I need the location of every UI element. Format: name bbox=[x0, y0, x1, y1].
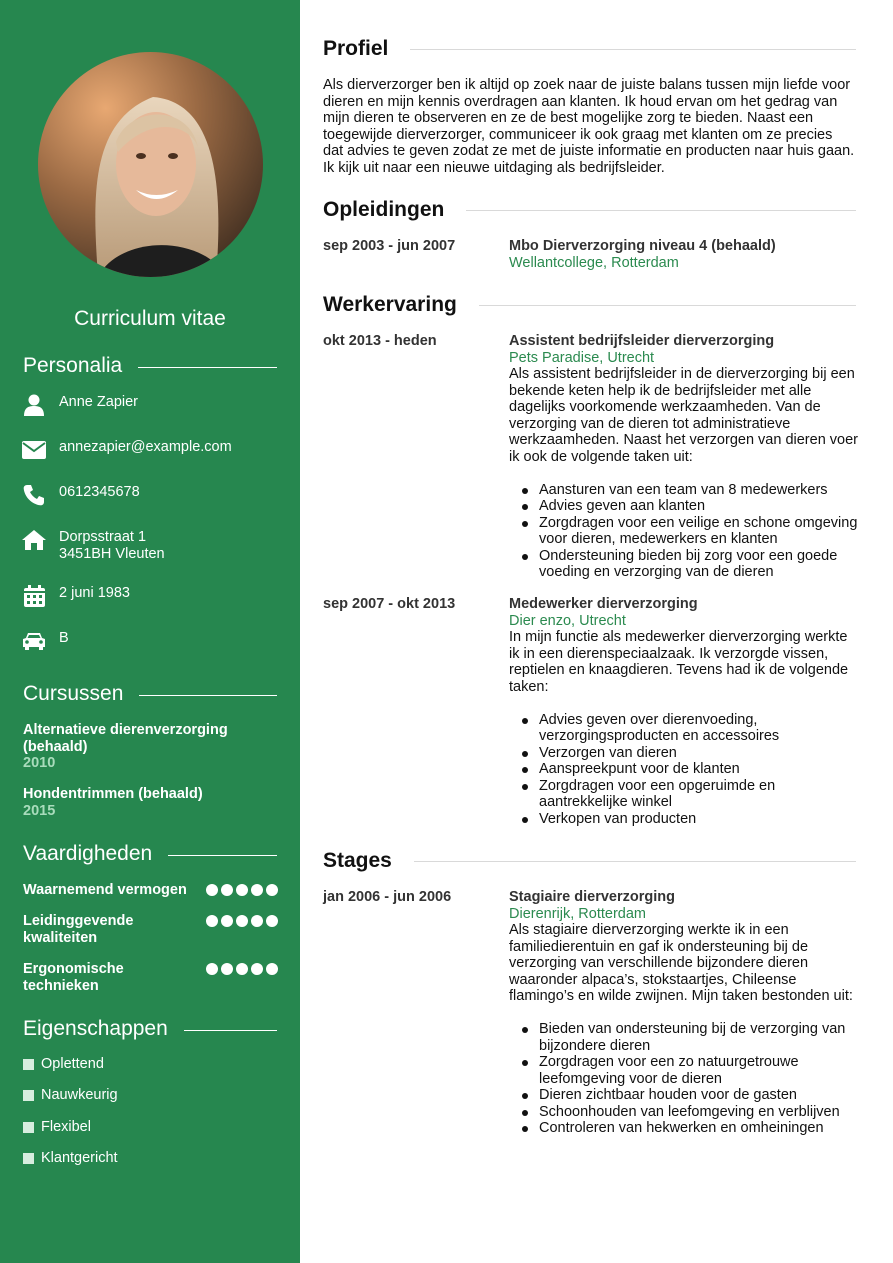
rating-dot bbox=[251, 915, 263, 927]
list-item: Advies geven aan klanten bbox=[509, 498, 859, 515]
rating-dot bbox=[206, 963, 218, 975]
rating-dot bbox=[221, 963, 233, 975]
skill-rating bbox=[206, 884, 278, 896]
skill-name: Leidinggevende kwaliteiten bbox=[23, 913, 134, 946]
trait-label: Klantgericht bbox=[41, 1150, 118, 1166]
experience-heading bbox=[323, 293, 856, 317]
entry-date: okt 2013 - heden bbox=[323, 333, 437, 349]
entry-title: Assistent bedrijfsleider dierverzorging bbox=[509, 333, 775, 349]
list-item: Verzorgen van dieren bbox=[509, 745, 859, 762]
rating-dot bbox=[221, 915, 233, 927]
course-item bbox=[23, 722, 283, 772]
list-item: Bieden van ondersteuning bij de verzorging van bijzondere dieren bbox=[509, 1021, 859, 1054]
entry-title: Stagiaire dierverzorging bbox=[509, 889, 675, 905]
entry-task-list bbox=[509, 1021, 859, 1137]
skill-name: Waarnemend vermogen bbox=[23, 882, 187, 898]
square-bullet-icon bbox=[23, 1153, 34, 1164]
traits-heading-label: Eigenschappen bbox=[23, 1017, 168, 1040]
phone-icon bbox=[22, 484, 46, 506]
rating-dot bbox=[236, 884, 248, 896]
skill-item bbox=[23, 882, 278, 899]
entry-org: Pets Paradise, Utrecht bbox=[509, 349, 655, 366]
list-item: Ondersteuning bieden bij zorg voor een goede voeding en verzorging van de dieren bbox=[509, 548, 859, 581]
personalia-address bbox=[22, 529, 165, 563]
square-bullet-icon bbox=[23, 1090, 34, 1101]
list-item: Controleren van hekwerken en omheiningen bbox=[509, 1120, 859, 1137]
trait-label: Flexibel bbox=[41, 1119, 91, 1135]
personalia-email bbox=[22, 439, 232, 461]
entry-org: Dierenrijk, Rotterdam bbox=[509, 905, 646, 922]
entry-title: Medewerker dierverzorging bbox=[509, 596, 698, 612]
course-year: 2010 bbox=[23, 755, 56, 771]
trait-item bbox=[23, 1150, 118, 1166]
profile-heading-label: Profiel bbox=[323, 37, 389, 60]
entry-title: Mbo Dierverzorging niveau 4 (behaald) bbox=[509, 238, 776, 254]
heading-divider bbox=[479, 305, 856, 306]
list-item: Schoonhouden van leefomgeving en verblijven bbox=[509, 1104, 859, 1121]
rating-dot bbox=[266, 915, 278, 927]
heading-divider bbox=[168, 855, 277, 856]
list-item: Dieren zichtbaar houden voor de gasten bbox=[509, 1087, 859, 1104]
heading-divider bbox=[410, 49, 856, 50]
list-item: Advies geven over dierenvoeding, verzorgingsproducten en accessoires bbox=[509, 712, 859, 745]
trait-label: Oplettend bbox=[41, 1056, 104, 1072]
skills-heading-label: Vaardigheden bbox=[23, 842, 153, 865]
internships-heading-label: Stages bbox=[323, 849, 392, 872]
personalia-heading-label: Personalia bbox=[23, 354, 123, 377]
rating-dot bbox=[236, 915, 248, 927]
skill-rating bbox=[206, 963, 278, 975]
education-heading-label: Opleidingen bbox=[323, 198, 445, 221]
skills-heading bbox=[23, 842, 277, 866]
experience-heading-label: Werkervaring bbox=[323, 293, 457, 316]
entry-description: Als stagiaire dierverzorging werkte ik in een familiedierentuin en gaf ik ondersteuning bij de verzorging van verschillende bijzondere dieren waaronder alpaca’s, stokstaartjes, Chileense flamingo’s en wilde zwijnen. Mijn taken bestonden uit: bbox=[509, 922, 853, 1004]
course-name: Hondentrimmen (behaald) bbox=[23, 786, 203, 802]
personalia-birthdate bbox=[22, 585, 130, 607]
entry-body bbox=[509, 238, 859, 271]
car-icon bbox=[22, 630, 46, 652]
entry-org: Dier enzo, Utrecht bbox=[509, 612, 626, 629]
course-item bbox=[23, 786, 283, 819]
heading-divider bbox=[139, 695, 277, 696]
skill-item bbox=[23, 913, 278, 947]
rating-dot bbox=[206, 884, 218, 896]
personalia-name bbox=[22, 394, 138, 416]
traits-heading bbox=[23, 1017, 277, 1041]
courses-heading-label: Cursussen bbox=[23, 682, 124, 705]
square-bullet-icon bbox=[23, 1059, 34, 1070]
courses-heading bbox=[23, 682, 277, 706]
address-line1: Dorpsstraat 1 bbox=[59, 529, 147, 545]
personalia-heading bbox=[23, 354, 277, 378]
heading-divider bbox=[466, 210, 856, 211]
heading-divider bbox=[414, 861, 856, 862]
entry-org: Wellantcollege, Rotterdam bbox=[509, 254, 679, 271]
list-item: Zorgdragen voor een veilige en schone omgeving voor dieren, medewerkers en klanten bbox=[509, 515, 859, 548]
personalia-address-value bbox=[59, 529, 165, 563]
entry-body bbox=[509, 889, 859, 1137]
profile-photo bbox=[38, 52, 263, 277]
entry-date: jan 2006 - jun 2006 bbox=[323, 889, 452, 905]
heading-divider bbox=[138, 367, 277, 368]
personalia-license-value: B bbox=[59, 630, 69, 646]
personalia-license bbox=[22, 630, 69, 652]
entry-description: In mijn functie als medewerker dierverzorging werkte ik in een dierenspeciaalzaak. Ik verzorgde vissen, reptielen en knaagdieren. Tevens had ik de volgende taken: bbox=[509, 629, 849, 695]
personalia-phone-value[interactable]: 0612345678 bbox=[59, 484, 140, 500]
trait-item bbox=[23, 1056, 104, 1072]
list-item: Aanspreekpunt voor de klanten bbox=[509, 761, 859, 778]
personalia-birthdate-value: 2 juni 1983 bbox=[59, 585, 130, 601]
entry-date: sep 2003 - jun 2007 bbox=[323, 238, 456, 254]
skill-item bbox=[23, 961, 278, 995]
rating-dot bbox=[206, 915, 218, 927]
personalia-name-value: Anne Zapier bbox=[59, 394, 138, 410]
entry-task-list bbox=[509, 482, 859, 581]
trait-item bbox=[23, 1119, 91, 1135]
sidebar bbox=[0, 0, 300, 1263]
rating-dot bbox=[221, 884, 233, 896]
address-line2: 3451BH Vleuten bbox=[59, 546, 165, 562]
course-year: 2015 bbox=[23, 802, 56, 819]
entry-date: sep 2007 - okt 2013 bbox=[323, 596, 456, 612]
rating-dot bbox=[236, 963, 248, 975]
entry-task-list bbox=[509, 712, 859, 828]
rating-dot bbox=[266, 963, 278, 975]
list-item: Verkopen van producten bbox=[509, 811, 859, 828]
personalia-phone bbox=[22, 484, 140, 506]
skill-rating bbox=[206, 915, 278, 927]
list-item: Zorgdragen voor een zo natuurgetrouwe leefomgeving voor de dieren bbox=[509, 1054, 859, 1087]
personalia-email-value[interactable]: annezapier@example.com bbox=[59, 439, 232, 455]
profile-heading bbox=[323, 37, 856, 61]
cv-title: Curriculum vitae bbox=[74, 307, 226, 330]
rating-dot bbox=[251, 884, 263, 896]
internships-heading bbox=[323, 849, 856, 873]
portrait-image bbox=[38, 52, 263, 277]
skill-name: Ergonomische technieken bbox=[23, 961, 124, 994]
trait-label: Nauwkeurig bbox=[41, 1087, 118, 1103]
home-icon bbox=[22, 529, 46, 551]
trait-item bbox=[23, 1087, 118, 1103]
education-heading bbox=[323, 198, 856, 222]
profile-text: Als dierverzorger ben ik altijd op zoek naar de juiste balans tussen mijn liefde voor dieren en mijn kennis overdragen aan klanten. Ik houd ervan om het gedrag van mijn dieren te observeren en ze de best mogelijke zorg te bieden. Naast een toegewijde dierverzorger, communiceer ik ook graag met klanten om ze precies dat advies te geven zodat ze met de juiste informatie en producten naar huis gaan. Ik kijk uit naar een nieuwe uitdaging als bedrijfsleider. bbox=[323, 77, 855, 176]
user-icon bbox=[22, 394, 46, 416]
entry-body bbox=[509, 333, 859, 581]
square-bullet-icon bbox=[23, 1122, 34, 1133]
list-item: Zorgdragen voor een opgeruimde en aantrekkelijke winkel bbox=[509, 778, 859, 811]
rating-dot bbox=[251, 963, 263, 975]
rating-dot bbox=[266, 884, 278, 896]
heading-divider bbox=[184, 1030, 277, 1031]
calendar-icon bbox=[22, 585, 46, 607]
envelope-icon bbox=[22, 439, 46, 461]
entry-description: Als assistent bedrijfsleider in de dierverzorging bij een bekende keten help ik de bedrijfsleider met alle dagelijks voorkomende werkzaamheden. Van de verzorging van de dieren tot administratieve werkzaamheden. Naast het verzorgen van dieren voer ik ook de volgende taken uit: bbox=[509, 366, 858, 465]
course-name: Alternatieve dierenverzorging (behaald) bbox=[23, 722, 228, 755]
list-item: Aansturen van een team van 8 medewerkers bbox=[509, 482, 859, 499]
entry-body bbox=[509, 596, 859, 827]
